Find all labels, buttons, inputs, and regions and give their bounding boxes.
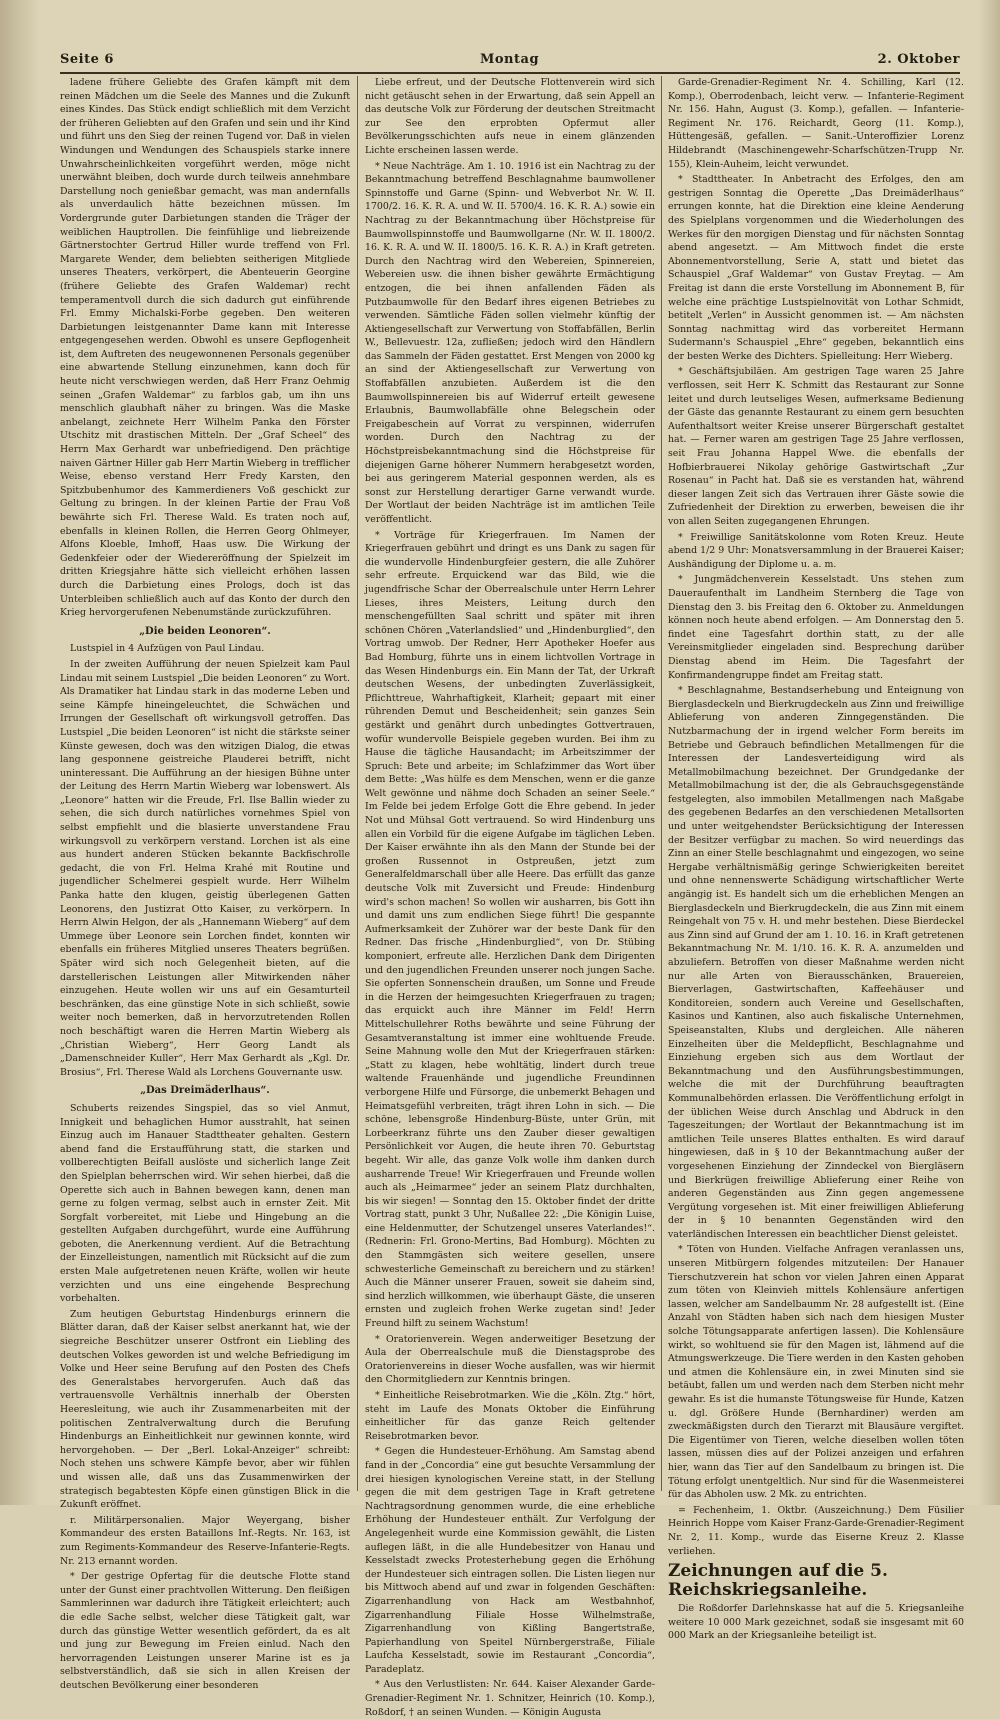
article-heading: „Die beiden Leonoren“. [139, 625, 271, 637]
article-paragraph: Die Roßdorfer Darlehnskasse hat auf die 5. Kriegsanleihe weitere 10 000 Mark gezeichnet, sodaß sie insgesamt mit 60 000 Mark an der Kriegsanleihe beteiligt ist. [668, 1603, 964, 1642]
article-paragraph: * Jungmädchenverein Kesselstadt. Uns stehen zum Daueraufenthalt im Landheim Sternberg die Tage von Dienstag den 3. bis Freitag den 6. Oktober zu. Anmeldungen können noch heute abend erfolgen. — Am Donnerstag den 5. findet eine Tagesfahrt dorthin statt, zu der alle Vereinsmitglieder eingeladen sind. Besprechung darüber Dienstag abend im Heim. Die Tagesfahrt der Konfirmandengruppe findet am Freitag statt. [668, 574, 964, 681]
page-edge-shadow [978, 0, 1000, 1505]
article-paragraph: * Vorträge für Kriegerfrauen. Im Namen der Kriegerfrauen gebührt und dringt es uns Dank zu sagen für die wundervolle Hindenburgfeier gestern, die alle Zuhörer sehr erfreute. Erquickend war das Bild, wie die jugendfrische Schar der Oberrealschule unter Herrn Lehrer Lieses, ihres Meisters, Leitung durch den menschengefüllten Saal schritt und später mit ihren schönen Chören „Vaterlandslied“ und „Hindenburglied“, den Vortrag umwob. Der Redner, Herr Apotheker Hoefer aus Bad Homburg, führte uns in einem lichtvollen Vortrage in das Wesen Hindenburgs ein. Ein Mann der Tat, der Urkraft deutschen Wesens, der unbedingten Zuverlässigkeit, Pflichttreue, Wahrhaftigkeit, Klarheit; gepaart mit einer rührenden Demut und Bescheidenheit; sein ganzes Sein gestärkt und genährt durch unbedingtes Gottvertrauen, wofür wundervolle Beispiele gegeben wurden. Bei ihm zu Hause die tägliche Hausandacht; im Arbeitszimmer der Spruch: Bete und arbeite; im Schlafzimmer das Wort über dem Bette: „Was hülfe es dem Menschen, wenn er die ganze Welt gewönne und nähme doch Schaden an seiner Seele.“ Im Felde bei jedem Erfolge Gott die Ehre gebend. In jeder Not und Mühsal Gott vertrauend. So wird Hindenburg uns allen ein Vorbild für die eigene Aufgabe im täglichen Leben. Der Kaiser erwähnte ihn als den Mann der Stunde bei der großen Russennot in Ostpreußen, jetzt zum Generalfeldmarschall über alle Heere. Das erfüllt das ganze deutsche Volk mit Zuversicht und Freude: Hindenburg wird's schon machen! So wollen wir ausharren, bis Gott ihn und damit uns zum endlichen Siege führt! Die gespannte Aufmerksamkeit der Zuhörer war der beste Dank für den Redner. Das frische „Hindenburglied“, von Dr. Stübing komponiert, erfreute alle. Herzlichen Dank dem Dirigenten und den jugendlichen Freunden unserer noch jungen Sache. Sie opferten Sonnenschein draußen, um Sonne und Freude in die Herzen der heimgesuchten Kriegerfrauen zu tragen; das erquickt auch ihre Männer im Feld! Herrn Mittelschullehrer Roths bewährte und seine Führung der Gesamtveranstaltung ist immer eine wohltuende Freude. Seine Mahnung wolle den Mut der Kriegerfrauen stärken: „Statt zu klagen, hebe wohltätig, lindert durch treue waltende Frauenhände und jugendliche Freundinnen verborgene Hilfe und Fürsorge, die unbemerkt Behagen und Heimatsgefühl verbreiten, trägt ihren Lohn in sich. — Die schöne, lebensgroße Hindenburg-Büste, unter Grün, mit Lorbeerkranz führte uns den Zauber dieser gewaltigen Persönlichkeit vor Augen, die heute ihren 70. Geburtstag begeht. Wir alle, das ganze Volk wolle ihm danken durch ausharrende Treue! Wir Kriegerfrauen und Freunde wollen auch als „Heimarmee“ jeder an seinem Platz durchhalten, bis wir siegen! — Sonntag den 15. Oktober findet der dritte Vortrag statt, punkt 3 Uhr, Nußallee 22: „Die Königin Luise, eine Heldenmutter, der Schutzengel unseres Vaterlandes!“. (Rednerin: Frl. Grono-Mertins, Bad Homburg). Möchten zu den Stammgästen sich weitere gesellen, unsere schwesterliche Gemeinschaft zu bereichern und zu stärken! Auch die Männer unserer Frauen, soweit sie daheim sind, sind herzlich willkommen, wie überhaupt Gäste, die unseren ernsten und zugleich frohen Werke zugetan sind! Jeder Freund hilft zu seinem Wachstum! [365, 529, 655, 1330]
article-paragraph: In der zweiten Aufführung der neuen Spielzeit kam Paul Lindau mit seinem Lustspiel „Die beiden Leonoren“ zu Wort. Als Dramatiker hat Lindau stark in das moderne Leben und seine Kämpfe hineingeleuchtet, die Schwächen und Irrungen der Gesellschaft oft wirkungsvoll getroffen. Das Lustspiel „Die beiden Leonoren“ ist nicht die stärkste seiner Künste gewesen, doch was den witzigen Dialog, die etwas lang gesponnene geistreiche Plauderei betrifft, nicht uninteressant. Die Aufführung an der hiesigen Bühne unter der Leitung des Herrn Martin Wieberg war lobenswert. Als „Leonore“ hatten wir die Freude, Frl. Ilse Ballin wieder zu sehen, die sich durch natürliches vornehmes Spiel von selbst empfiehlt und die blasierte unverstandene Frau wirkungsvoll zu verkörpern verstand. Lorchen ist als eine aus hundert anderen Stücken bekannte Backfischrolle gedacht, die von Frl. Helma Krahé mit Routine und jugendlicher Schelmerei gespielt wurde. Herr Wilhelm Panka hatte den klugen, geistig überlegenen Gatten Leonorens, den Justizrat Otto Kaiser, zu verkörpern. In Herrn Alwin Helgon, der als „Hannemann Wieberg“ auf dem Ummege über Leonore sein Lorchen findet, konnten wir ebenfalls ein früheres Mitglied unseres Theaters begrüßen. Später wird sich noch Gelegenheit bieten, auf die darstellerischen Leistungen aller Mitwirkenden näher einzugehen. Heute wollen wir uns auf ein Gesamturteil beschränken, das eine günstige Note in sich schließt, sowie weiter noch bemerken, daß in hervorzutretenden Rollen noch beschäftigt waren die Herren Martin Wieberg als „Christian Wieberg“, Herr Georg Landt als „Damenschneider Kuller“, Herr Max Gerhardt als „Kgl. Dr. Brosius“, Frl. Therese Wald als Lorchens Gouvernante usw. [60, 658, 350, 1078]
column-divider [661, 76, 662, 1491]
article-paragraph: * Beschlagnahme, Bestandserhebung und Enteignung von Bierglasdeckeln und Bierkrugdeckeln aus Zinn und freiwillige Ablieferung von anderen Zinngegenständen. Die Nutzbarmachung der in irgend welcher Form bereits im Betriebe und Gebrauch befindlichen Metallmengen für die Interessen der Landesverteidigung wird als Metallmobilmachung bezeichnet. Der Grundgedanke der Metallmobilmachung ist der, die als Gebrauchsgegenstände festgelegten, also immobilen Metallmengen nach Maßgabe des gegebenen Bedarfes an den verschiedenen Metallsorten und unter weitgehendster Berücksichtigung der Interessen der Besitzer verfügbar zu machen. So wird neuerdings das Zinn an einer Stelle beschlagnahmt und eingezogen, wo seine Hergabe verhältnismäßig geringe Schwierigkeiten bereitet und ohne nennenswerte Schädigung wirtschaftlicher Werte angängig ist. Es handelt sich um die erheblichen Mengen an Bierglasdeckeln und Bierkrugdeckeln, die aus Zinn mit einem Reingehalt von 75 v. H. und mehr bestehen. Diese Bierdeckel aus Zinn sind auf Grund der am 1. 10. 16. in Kraft getretenen Bekanntmachung Nr. M. 1/10. 16. K. R. A. anzumelden und abzuliefern. Betroffen von dieser Maßnahme werden nicht nur alle Arten von Bierausschänken, Brauereien, Bierverlagen, Gastwirtschaften, Kaffeehäuser und Konditoreien, sondern auch Vereine und Gesellschaften, Kasinos und Kantinen, also auch fiskalische Unternehmen, Speiseanstalten, Klubs und dergleichen. Alle näheren Einzelheiten über die Meldepflicht, Beschlagnahme und Einziehung ergeben sich aus dem Wortlaut der Bekanntmachung und den Ausführungsbestimmungen, welche die mit der Durchführung beauftragten Kommunalbehörden erlassen. Die Veröffentlichung erfolgt in der üblichen Weise durch Anschlag und Abdruck in den Tageszeitungen; der Wortlaut der Bekanntmachung ist im amtlichen Teile unseres Blattes enthalten. Es wird darauf hingewiesen, daß in § 10 der Bekanntmachung außer der vorgesehenen Einziehung der Zinndeckel von Biergläsern und Bierkrügen freiwillige Ablieferung einer Reihe von anderen Gegenständen aus Zinn gegen angemessene Vergütung vorgesehen ist. Mit einer freiwilligen Ablieferung der in § 10 benannten Gegenständen wird den vaterländischen Interessen ein beachtlicher Dienst geleistet. [668, 685, 964, 1240]
page-number: Seite 6 [60, 52, 114, 67]
article-paragraph: * Freiwillige Sanitätskolonne vom Roten Kreuz. Heute abend 1/2 9 Uhr: Monatsversammlung in der Brauerei Kaiser; Aushändigung der Diplome u. a. m. [668, 531, 964, 570]
article-paragraph: ladene frühere Geliebte des Grafen kämpft mit dem reinen Mädchen um die Seele des Mannes und die Zukunft eines Kindes. Das Stück endigt schließlich mit dem Verzicht der früheren Geliebten auf den Grafen und sein und ihr Kind und führt uns den Sieg der reinen Tugend vor. Daß in vielen Windungen und Wendungen des Schauspiels starke innere Unwahrscheinlichkeiten vorgeführt werden, möge nicht unerwähnt bleiben, doch wurde durch teilweis annehmbare Darstellung noch genießbar gemacht, was man andernfalls als unverdaulich hätte bezeichnen müssen. Im Vordergrunde guter Darbietungen standen die Träger der weiblichen Hauptrollen. Die feinfühlige und liebreizende Gärtnerstochter Gertrud Hiller wurde treffend von Frl. Margarete Wender, dem beliebten seitherigen Mitgliede unseres Theaters, verkörpert, die Abenteuerin Georgine (frühere Geliebte des Grafen Waldemar) recht temperamentvoll durch die sich dadurch gut einführende Frl. Emmy Michalski-Forbe gegeben. Den weiteren Darbietungen leistgenannter Dame kann mit Interesse entgegengesehen werden. Obwohl es unsere Gepflogenheit ist, dem Auftreten des neugewonnenen Personals gegenüber eine abwartende Stellung einzunehmen, kann doch für heute nicht verschwiegen werden, daß Herr Franz Oehmig seinen „Grafen Waldemar“ zu farblos gab, um ihn uns menschlich glaubhaft näher zu bringen. Was die Maske anbelangt, zeichnete Herr Wilhelm Panka den Förster Utschitz mit drastischen Mitteln. Der „Graf Scheel“ des Herrn Max Gerhardt war unbefriedigend. Den prächtige naiven Gärtner Hiller gab Herr Martin Wieberg in trefflicher Weise, ebenso verstand Herr Fredy Karsten, den Spitzbubenhumor des Kammerdieners Voß geschickt zur Geltung zu bringen. In der kleinen Partie der Frau Voß bewährte sich Frl. Therese Wald. Es traten noch auf, ebenfalls in kleinen Rollen, die Herren Georg Ohlmeyer, Alfons Kloeble, Imhoff, Haas usw. Die Wirkung der Gedenkfeier oder der Wiedereröffnung der Spielzeit im dritten Kriegsjahre hätte sich vielleicht erhöhen lassen durch die Darbietung eines Prologs, doch ist das Unterbleiben schließlich auch auf das Konto der durch den Krieg hervorgerufenen Nebenumstände zurückzuführen. [60, 77, 350, 619]
article-paragraph: = Fechenheim, 1. Oktbr. (Auszeichnung.) Dem Füsilier Heinrich Hoppe vom Kaiser Franz-Garde-Grenadier-Regiment Nr. 2, 11. Komp., wurde das Eiserne Kreuz 2. Klasse verliehen. [668, 1504, 964, 1557]
article-paragraph: Zum heutigen Geburtstag Hindenburgs erinnern die Blätter daran, daß der Kaiser selbst anerkannt hat, wie der siegreiche Beschützer unserer Ostfront ein Liebling des deutschen Volkes geworden ist und welche Befriedigung im Volke und Heer seine Berufung auf den Posten des Chefs des Generalstabes hervorgerufen. Auch daß das vertrauensvolle Verhältnis innerhalb der Obersten Heeresleitung, wie auch ihr Zusammenarbeiten mit der politischen Zentralverwaltung durch die Berufung Hindenburgs an Einheitlichkeit nur gewinnen konnte, wird hervorgehoben. — Der „Berl. Lokal-Anzeiger“ schreibt: Noch stehen uns schwere Kämpfe bevor, aber wir fühlen und wissen alle, daß uns das Zusammenwirken der strategisch begabtesten Köpfe einen günstigen Blick in die Zukunft eröffnet. [60, 1308, 350, 1511]
article-paragraph: Garde-Grenadier-Regiment Nr. 4. Schilling, Karl (12. Komp.), Oberrodenbach, leicht verw. — Infanterie-Regiment Nr. 156. Hahn, August (3. Komp.), gefallen. — Infanterie-Regiment Nr. 176. Reichardt, Georg (11. Komp.), Hüttengesäß, gefallen. — Sanit.-Unteroffizier Lorenz Hildebrandt (Maschinengewehr-Scharfschützen-Trupp Nr. 155), Klein-Auheim, leicht verwundet. [668, 77, 964, 170]
text-column-2 [365, 76, 655, 1718]
page-header [60, 52, 960, 74]
article-paragraph: * Gegen die Hundesteuer-Erhöhung. Am Samstag abend fand in der „Concordia“ eine gut besuchte Versammlung der drei hiesigen kynologischen Vereine statt, in der Stellung gegen die mit dem gestrigen Tage in Kraft getretene Nachtragsordnung genommen wurde, die eine erhebliche Erhöhung der Hundesteuer enthält. Zur Verfolgung der Angelegenheit wurde eine Kommission gewählt, die Listen auflegen läßt, in die alle Hundebesitzer von Hanau und Kesselstadt zwecks Protesterhebung gegen die Erhöhung der Hundesteuer sich eintragen sollen. Die Listen liegen nur bis Mittwoch abend auf und zwar in folgenden Geschäften: Zigarrenhandlung von Hack am Westbahnhof, Zigarrenhandlung Filiale Hosse Wilhelmstraße, Zigarrenhandlung von Kißling Bangertstraße, Papierhandlung von Speitel Nürnbergerstraße, Filiale Laufcha Kesselstadt, sowie im Restaurant „Concordia“, Paradeplatz. [365, 1446, 655, 1675]
article-heading: „Das Dreimäderlhaus“. [140, 1085, 270, 1097]
date-label: 2. Oktober [877, 52, 960, 67]
article-paragraph: * Töten von Hunden. Vielfache Anfragen veranlassen uns, unseren Mitbürgern folgendes mitzuteilen: Der Hanauer Tierschutzverein hat schon vor vielen Jahren einen Apparat zum töten von Kleinvieh mittels Kohlensäure anfertigen lassen, welcher am Sandelbaumm Nr. 28 aufgestellt ist. (Eine Anzahl von Städten haben sich nach dem hiesigen Muster solche Tötungsapparate anfertigen lassen). Die Kohlensäure wirkt, so wohltuend sie für den Magen ist, lähmend auf die Atmungswerkzeuge. Die Tiere werden in den Kasten gehoben und atmen die Kohlensäure ein, in zwei Minuten sind sie betäubt, fallen um und werden nach dem Sterben nicht mehr gewahr. Es ist die humanste Tötungsweise für Hunde, Katzen u. dgl. Größere Hunde (Bernhardiner) werden am zweckmäßigsten durch den Tierarzt mit Blausäure vergiftet. Die Eigentümer von Tieren, welche dieselben wollen töten lassen, müssen dies auf der Polizei anzeigen und erfahren hier, wann das Tier auf den Sandelbaum zu bringen ist. Die Tötung erfolgt unentgeltlich. Nur sind für die Wasenmeisterei für das Abholen usw. 2 Mk. zu entrichten. [668, 1244, 964, 1501]
text-column-1 [60, 76, 350, 1691]
article-paragraph: Lustspiel in 4 Aufzügen von Paul Lindau. [70, 643, 265, 655]
article-paragraph: * Oratorienverein. Wegen anderweitiger Besetzung der Aula der Oberrealschule muß die Dienstagsprobe des Oratorienvereins in dieser Woche ausfallen, was wir hiermit den Chormitgliedern zur Kenntnis bringen. [365, 1333, 655, 1386]
day-label: Montag [480, 52, 540, 67]
article-paragraph: Schuberts reizendes Singspiel, das so viel Anmut, Innigkeit und behaglichen Humor ausstrahlt, hat seinen Einzug auch im Hanauer Stadttheater gehalten. Gestern abend fand die Erstaufführung statt, die starken und vollberechtigten Beifall auslöste und sicherlich lange Zeit den Spielplan beherrschen wird. Wir sehen hierbei, daß die Operette sich auch in Bahnen bewegen kann, denen man gerne zu folgen vermag, selbst auch in ernster Zeit. Mit Sorgfalt vorbereitet, mit Liebe und Hingebung an die gestellten Aufgaben durchgeführt, wurde eine Aufführung geboten, die Anerkennung verdient. Auf die Betrachtung der Einzelleistungen, namentlich mit Rücksicht auf die zum ersten Male aufgetretenen neuen Kräfte, wollen wir heute verzichten und uns eine eingehende Besprechung vorbehalten. [60, 1102, 350, 1305]
page-fold-shadow [0, 0, 40, 1505]
article-paragraph: * Der gestrige Opfertag für die deutsche Flotte stand unter der Gunst einer prachtvollen Witterung. Den fleißigen Sammlerinnen war dadurch ihre Tätigkeit erleichtert; auch die edle Sache selbst, welcher diese Tätigkeit galt, war durch das günstige Wetter wesentlich gefördert, da es alt und jung zur Bewegung im Freien einlud. Nach den hervorragenden Leistungen unserer Marine ist es ja selbstverständlich, daß sie sich in allen Kreisen der deutschen Bevölkerung einer besonderen [60, 1571, 350, 1691]
article-paragraph: * Aus den Verlustlisten: Nr. 644. Kaiser Alexander Garde-Grenadier-Regiment Nr. 1. Schnitzer, Heinrich (10. Komp.), Roßdorf, † an seinen Wunden. — Königin Augusta [365, 1679, 655, 1718]
article-paragraph: r. Militärpersonalien. Major Weyergang, bisher Kommandeur des ersten Bataillons Inf.-Regts. Nr. 163, ist zum Regiments-Kommandeur des Reserve-Infanterie-Regts. Nr. 213 ernannt worden. [60, 1514, 350, 1567]
text-column-3 [668, 76, 964, 1642]
article-paragraph: * Neue Nachträge. Am 1. 10. 1916 ist ein Nachtrag zu der Bekanntmachung betreffend Beschlagnahme baumwollener Spinnstoffe und Garne (Spinn- und Webverbot Nr. W. II. 1700/2. 16. K. R. A. und W. II. 5700/4. 16. K. R. A.) sowie ein Nachtrag zu der Bekanntmachung über Höchstpreise für Baumwollspinnstoffe und Baumwollgarne (Nr. W. II. 1800/2. 16. K. R. A. und W. II. 1800/5. 16. K. R. A.) in Kraft getreten. Durch den Nachtrag wird den Webereien, Spinnereien, Webereien usw. die ihnen bisher gewährte Ermächtigung entzogen, die bei ihnen anfallenden Fäden als Putzbaumwolle für den Bedarf ihres eigenen Betriebes zu verwenden. Sämtliche Fäden sollen vielmehr künftig der Aktiengesellschaft zur Verwertung von Stoffabfällen, Berlin W., Bellevuestr. 12a, zufließen; jedoch wird den Händlern das Sammeln der Fäden gestattet. Erst Mengen von 2000 kg an sind der Aktiengesellschaft zur Verwertung von Stoffabfällen anzubieten. Außerdem ist die den Baumwollspinnereien bis auf Widerruf erteilt gewesene Erlaubnis, Baumwollabfälle ohne Belegschein oder Freigabeschein auf Vorrat zu verspinnen, widerrufen worden. Durch den Nachtrag zu der Höchstpreisbekanntmachung sind die Höchstpreise für diejenigen Garne höherer Nummern herabgesetzt worden, bei aus geringerem Material gesponnen werden, als es sonst zur Herstellung derartiger Garne verwandt wurde. Der Wortlaut der beiden Nachträge ist im amtlichen Teile veröffentlicht. [365, 160, 655, 525]
column-divider [357, 76, 358, 1491]
article-paragraph: * Geschäftsjubiläen. Am gestrigen Tage waren 25 Jahre verflossen, seit Herr K. Schmitt das Restaurant zur Sonne leitet und durch leutseliges Wesen, aufmerksame Bedienung der Gäste das genannte Restaurant zu einem gern besuchten Aufenthaltsort weiter Kreise unserer Bürgerschaft gestaltet hat. — Ferner waren am gestrigen Tage 25 Jahre verflossen, seit Frau Johanna Happel Wwe. die ebenfalls der Hofbierbrauerei Nikolay gehörige Gastwirtschaft „Zur Rosenau“ in Pacht hat. Daß sie es verstanden hat, während dieser langen Zeit sich das Vertrauen ihrer Gäste sowie die Zufriedenheit der Direktion zu erwerben, beweisen die ihr von allen Seiten zugegangenen Ehrungen. [668, 366, 964, 527]
article-paragraph: * Einheitliche Reisebrotmarken. Wie die „Köln. Ztg.“ hört, steht im Laufe des Monats Oktober die Einführung einheitlicher für das ganze Reich geltender Reisebrotmarken bevor. [365, 1390, 655, 1442]
article-heading: Zeichnungen auf die 5. Reichskriegsanleihe. [668, 1561, 888, 1601]
article-paragraph: Liebe erfreut, und der Deutsche Flottenverein wird sich nicht getäuscht sehen in der Erwartung, daß sein Appell an das deutsche Volk zur Förderung der deutschen Streitmacht zur See den erprobten Opfermut aller Bevölkerungsschichten aufs neue in einem glänzenden Lichte erscheinen lassen werde. [365, 77, 655, 156]
article-paragraph: * Stadttheater. In Anbetracht des Erfolges, den am gestrigen Sonntag die Operette „Das Dreimäderlhaus“ errungen konnte, hat die Direktion eine kleine Aenderung des Spielplans vorgenommen und die Wiederholungen des Werkes für den morgigen Dienstag und für nächsten Sonntag abend angesetzt. — Am Mittwoch findet die erste Abonnementvorstellung, Serie A, statt und bietet das Schauspiel „Graf Waldemar“ von Gustav Freytag. — Am Freitag ist dann die erste Vorstellung im Abonnement B, für welche eine prächtige Lustspielnovität von Lothar Schmidt, betitelt „Verlen“ in Aussicht genommen ist. — Am nächsten Sonntag nachmittag wird das vorbereitet Hermann Sudermann's Schauspiel „Ehre“ gegeben, bekanntlich eins der besten Werke des Dichters. Spielleitung: Herr Wieberg. [668, 174, 964, 362]
